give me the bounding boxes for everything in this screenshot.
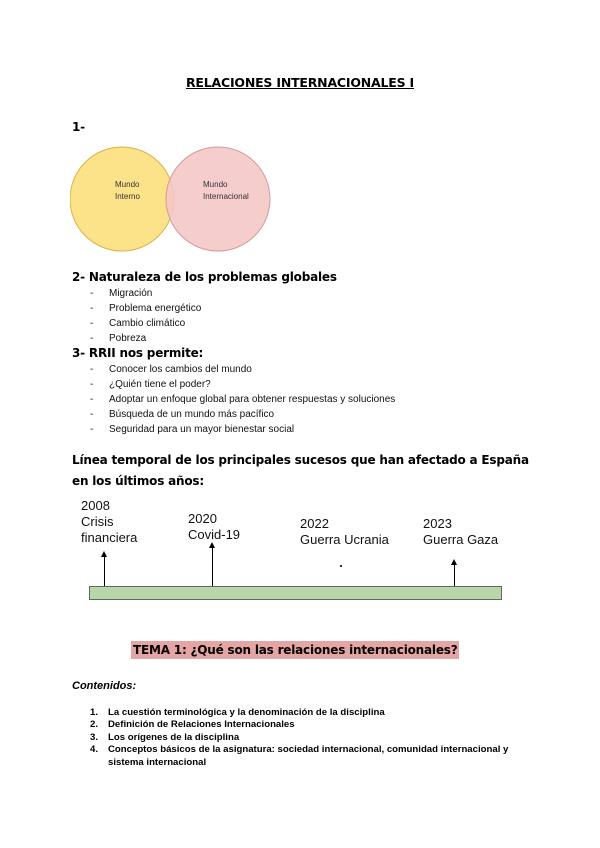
list-item: - Búsqueda de un mundo más pacífico <box>90 407 395 422</box>
event-year: 2023 <box>423 516 452 531</box>
tema-1-heading: TEMA 1: ¿Qué son las relaciones internacionales? <box>133 643 458 657</box>
timeline-event-2022 <box>300 516 389 548</box>
list-item: - Conocer los cambios del mundo <box>90 362 395 377</box>
item-text: Los orígenes de la disciplina <box>108 731 240 743</box>
section-1-heading: 1- <box>72 120 85 134</box>
timeline-bar <box>89 586 502 600</box>
list-item: - Adoptar un enfoque global para obtener respuestas y soluciones <box>90 392 395 407</box>
venn-left-label-2: Interno <box>115 192 140 201</box>
timeline-event-2020 <box>188 511 240 543</box>
list-item: - Cambio climático <box>90 316 201 331</box>
global-problems-list <box>90 286 201 346</box>
timeline-arrow-2023 <box>454 564 455 586</box>
item-number: 3. <box>90 731 99 743</box>
list-item: - ¿Quién tiene el poder? <box>90 377 395 392</box>
event-year: 2022 <box>300 516 329 531</box>
contenidos-label: Contenidos: <box>72 680 137 692</box>
item-number: 4. <box>90 744 99 756</box>
list-item: - Seguridad para un mayor bienestar social <box>90 422 395 437</box>
timeline-event-2008 <box>81 498 137 546</box>
list-item <box>90 707 530 719</box>
timeline-arrow-2008 <box>104 556 105 586</box>
event-line-1: Guerra Ucrania <box>300 532 389 547</box>
event-year: 2020 <box>188 511 217 526</box>
event-line-1: Guerra Gaza <box>423 532 499 547</box>
item-text: Conceptos básicos de la asignatura: sociedad internacional, comunidad internacional y sistema internacional <box>108 744 509 768</box>
section-3-heading: 3- RRII nos permite: <box>72 346 204 360</box>
timeline-event-2023 <box>423 516 498 548</box>
list-item: - Pobreza <box>90 331 201 346</box>
rrii-benefits-list <box>90 362 395 437</box>
event-line-1: Covid-19 <box>188 527 241 542</box>
item-number: 2. <box>90 719 99 731</box>
event-line-2: financiera <box>81 530 138 545</box>
item-text: Definición de Relaciones Internacionales <box>108 719 295 731</box>
venn-diagram <box>70 138 290 260</box>
list-item: - Migración <box>90 286 201 301</box>
item-text: La cuestión terminológica y la denominación de la disciplina <box>108 707 385 718</box>
list-item <box>90 732 530 744</box>
section-2-heading: 2- Naturaleza de los problemas globales <box>72 270 337 284</box>
venn-right-label-2: Internacional <box>203 192 249 201</box>
event-line-1: Crisis <box>81 514 114 529</box>
timeline-marker-2022 <box>340 565 342 567</box>
item-number: 1. <box>90 707 99 718</box>
venn-left-label-1: Mundo <box>115 180 140 189</box>
timeline-heading: Línea temporal de los principales sucesos que han afectado a España en los últimos años: <box>72 453 529 488</box>
list-item: - Problema energético <box>90 301 201 316</box>
venn-right-label-1: Mundo <box>203 180 228 189</box>
timeline-arrow-2020 <box>212 547 213 586</box>
list-item <box>90 719 530 731</box>
list-item <box>90 744 530 769</box>
contenidos-list <box>90 707 530 769</box>
document-title: RELACIONES INTERNACIONALES I <box>185 75 415 90</box>
event-year: 2008 <box>81 498 110 513</box>
